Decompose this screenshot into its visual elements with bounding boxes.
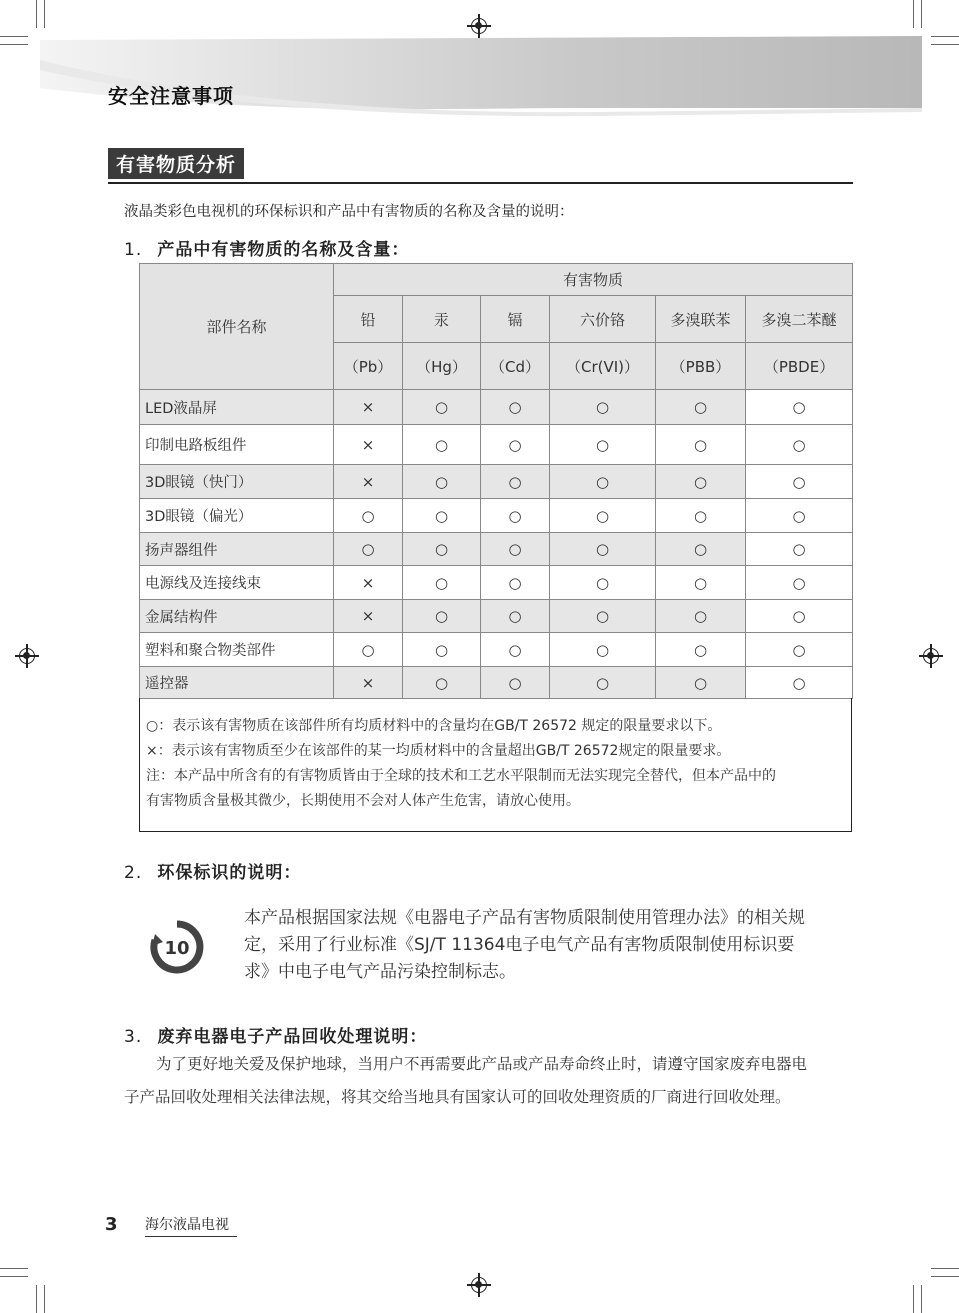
paragraph-line: 为了更好地关爱及保护地球，当用户不再需要此产品或产品寿命终止时，请遵守国家废弃电器电 — [156, 1055, 808, 1073]
substance-value-cell: × — [334, 425, 403, 465]
substance-symbol: （Cr(VI)） — [550, 343, 656, 390]
paragraph-line: 本产品根据国家法规《电器电子产品有害物质限制使用管理办法》的相关规 — [244, 908, 805, 928]
part-name-cell: 电源线及连接线束 — [140, 566, 334, 600]
substance-value-cell: × — [334, 566, 403, 600]
substance-value-cell: ○ — [550, 465, 656, 499]
page-header-title: 安全注意事项 — [108, 84, 234, 108]
paragraph-line: 求》中电子电气产品污染控制标志。 — [244, 962, 516, 982]
crop-mark — [36, 1285, 37, 1313]
note-line: 注：本产品中所含有的有害物质皆由于全球的技术和工艺水平限制而无法实现完全替代，但本产品中的 — [146, 768, 776, 784]
substance-value-cell: ○ — [550, 533, 656, 566]
substance-value-cell: ○ — [550, 390, 656, 425]
substance-value-cell: ○ — [550, 633, 656, 667]
part3-description — [124, 1048, 807, 1114]
footer-underline — [145, 1236, 237, 1237]
substance-value-cell: ○ — [656, 533, 746, 566]
substance-value-cell: ○ — [746, 633, 853, 667]
substance-name: 铅 — [334, 296, 403, 343]
substance-symbol: （Hg） — [403, 343, 481, 390]
substance-value-cell: ○ — [481, 390, 550, 425]
eco-protection-logo-icon — [150, 920, 204, 974]
intro-text: 液晶类彩色电视机的环保标识和产品中有害物质的名称及含量的说明： — [124, 204, 574, 220]
substance-value-cell: × — [334, 465, 403, 499]
header-swoosh — [0, 0, 959, 130]
table-row — [140, 425, 853, 465]
substance-name: 六价铬 — [550, 296, 656, 343]
registration-mark-icon — [923, 648, 939, 664]
part3-number: 3. — [124, 1027, 143, 1047]
section-title: 有害物质分析 — [108, 148, 244, 179]
crop-mark — [913, 1285, 914, 1313]
part-name-cell: 印制电路板组件 — [140, 425, 334, 465]
note-line: ○：表示该有害物质在该部件所有均质材料中的含量均在GB/T 26572 规定的限量要求以下。 — [146, 718, 722, 734]
paragraph-line: 子产品回收处理相关法律法规，将其交给当地具有国家认可的回收处理资质的厂商进行回收处理。 — [124, 1088, 791, 1106]
part-name-cell: 扬声器组件 — [140, 533, 334, 566]
substance-symbol: （PBB） — [656, 343, 746, 390]
substance-value-cell: ○ — [403, 465, 481, 499]
part2-heading — [124, 858, 301, 883]
crop-mark — [0, 1276, 28, 1277]
eco-logo-label: 10 — [164, 938, 190, 959]
footer-brand: 海尔液晶电视 — [145, 1217, 229, 1233]
part-name-cell: 遥控器 — [140, 667, 334, 699]
part-name-cell: 塑料和聚合物类部件 — [140, 633, 334, 667]
crop-mark — [0, 1268, 28, 1269]
substance-value-cell: ○ — [656, 465, 746, 499]
crop-mark — [931, 1276, 959, 1277]
registration-mark-icon — [471, 1277, 487, 1293]
part1-heading — [124, 235, 409, 260]
substance-value-cell: ○ — [550, 499, 656, 533]
substance-value-cell: ○ — [656, 667, 746, 699]
part-name-cell: LED液晶屏 — [140, 390, 334, 425]
substance-value-cell: × — [334, 667, 403, 699]
substance-value-cell: ○ — [334, 499, 403, 533]
substance-value-cell: ○ — [656, 390, 746, 425]
part-column-header: 部件名称 — [140, 264, 334, 390]
substance-value-cell: ○ — [746, 425, 853, 465]
substance-value-cell: ○ — [746, 465, 853, 499]
table-row — [140, 633, 853, 667]
substance-value-cell: ○ — [656, 499, 746, 533]
table-row — [140, 533, 853, 566]
table-row — [140, 390, 853, 425]
page-number: 3 — [105, 1214, 118, 1235]
table-row — [140, 600, 853, 633]
part-name-cell: 3D眼镜（快门） — [140, 465, 334, 499]
part2-number: 2. — [124, 863, 143, 883]
section-divider — [108, 182, 853, 184]
substance-value-cell: ○ — [746, 533, 853, 566]
substance-value-cell: ○ — [550, 600, 656, 633]
substance-value-cell: ○ — [746, 499, 853, 533]
substance-value-cell: ○ — [481, 499, 550, 533]
substance-value-cell: ○ — [481, 566, 550, 600]
substance-value-cell: ○ — [550, 566, 656, 600]
substance-value-cell: ○ — [746, 667, 853, 699]
substance-value-cell: × — [334, 600, 403, 633]
substance-value-cell: ○ — [334, 633, 403, 667]
paragraph-line: 定，采用了行业标准《SJ/T 11364电子电气产品有害物质限制使用标识要 — [244, 935, 795, 955]
crop-mark — [921, 1285, 922, 1313]
registration-mark-icon — [19, 648, 35, 664]
part-name-cell: 3D眼镜（偏光） — [140, 499, 334, 533]
part3-title: 废弃电器电子产品回收处理说明： — [157, 1027, 428, 1047]
substance-value-cell: ○ — [656, 600, 746, 633]
hazardous-substance-table — [139, 263, 853, 699]
table-row — [140, 566, 853, 600]
note-line: ×：表示该有害物质至少在该部件的某一均质材料中的含量超出GB/T 26572规定的限量要求。 — [146, 743, 731, 759]
substance-value-cell: ○ — [481, 667, 550, 699]
substance-value-cell: ○ — [403, 499, 481, 533]
note-line: 有害物质含量极其微少，长期使用不会对人体产生危害，请放心使用。 — [146, 793, 580, 809]
substance-value-cell: ○ — [550, 425, 656, 465]
substance-value-cell: ○ — [403, 390, 481, 425]
table-row — [140, 499, 853, 533]
part2-description — [244, 905, 805, 986]
table-notes — [139, 698, 852, 832]
substance-value-cell: × — [334, 390, 403, 425]
substance-value-cell: ○ — [656, 425, 746, 465]
substance-value-cell: ○ — [481, 533, 550, 566]
crop-mark — [44, 1285, 45, 1313]
part1-title: 产品中有害物质的名称及含量： — [157, 240, 410, 260]
substance-value-cell: ○ — [403, 425, 481, 465]
part3-heading — [124, 1022, 427, 1047]
substance-value-cell: ○ — [550, 667, 656, 699]
substance-value-cell: ○ — [334, 533, 403, 566]
substance-value-cell: ○ — [481, 425, 550, 465]
table-row — [140, 667, 853, 699]
substance-symbol: （Pb） — [334, 343, 403, 390]
substance-symbol: （Cd） — [481, 343, 550, 390]
part2-title: 环保标识的说明： — [157, 863, 302, 883]
substance-name: 汞 — [403, 296, 481, 343]
substance-value-cell: ○ — [746, 566, 853, 600]
substance-value-cell: ○ — [403, 566, 481, 600]
substance-name: 多溴联苯 — [656, 296, 746, 343]
substance-symbol: （PBDE） — [746, 343, 853, 390]
substance-value-cell: ○ — [481, 465, 550, 499]
substance-value-cell: ○ — [481, 633, 550, 667]
substance-value-cell: ○ — [656, 566, 746, 600]
table-row — [140, 465, 853, 499]
substance-value-cell: ○ — [746, 390, 853, 425]
substance-value-cell: ○ — [403, 600, 481, 633]
substance-name: 镉 — [481, 296, 550, 343]
substance-value-cell: ○ — [403, 633, 481, 667]
substance-value-cell: ○ — [481, 600, 550, 633]
substance-value-cell: ○ — [403, 667, 481, 699]
part-name-cell: 金属结构件 — [140, 600, 334, 633]
substance-value-cell: ○ — [403, 533, 481, 566]
part1-number: 1. — [124, 240, 143, 260]
crop-mark — [931, 1268, 959, 1269]
substance-value-cell: ○ — [656, 633, 746, 667]
substance-value-cell: ○ — [746, 600, 853, 633]
substance-group-header: 有害物质 — [334, 264, 853, 296]
substance-name: 多溴二苯醚 — [746, 296, 853, 343]
